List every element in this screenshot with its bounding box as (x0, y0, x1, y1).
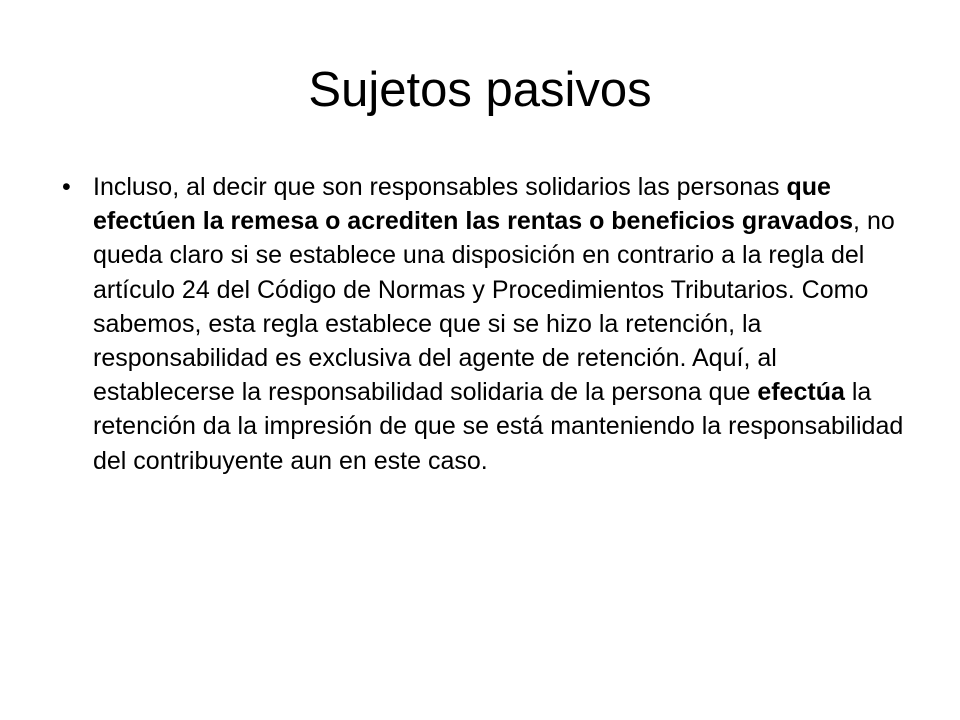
bold-text-segment: que efectúen la remesa o acrediten las rentas o beneficios gravados (93, 173, 854, 236)
slide-title: Sujetos pasivos (308, 63, 652, 117)
bullet-icon: • (62, 173, 71, 201)
text-segment: , no queda claro si se establece una disposición en contrario a la regla del artículo 24 del Código de Normas y Procedimientos Tributarios. Como sabemos, esta regla establece que si se hizo la retención, la responsabilidad es exclusiva del agente de retención. Aquí, al establecerse la responsabilidad solidaria de la persona que (93, 207, 895, 407)
bullet-text (93, 173, 903, 475)
text-segment: Incluso, al decir que son responsables solidarios las personas (93, 173, 787, 201)
bullet-list (62, 170, 914, 478)
text-segment: la retención da la impresión de que se está manteniendo la responsabilidad del contribuyente aun en este caso. (93, 378, 904, 475)
bold-text-segment: efectúa (757, 378, 845, 407)
bullet-item (62, 170, 914, 478)
